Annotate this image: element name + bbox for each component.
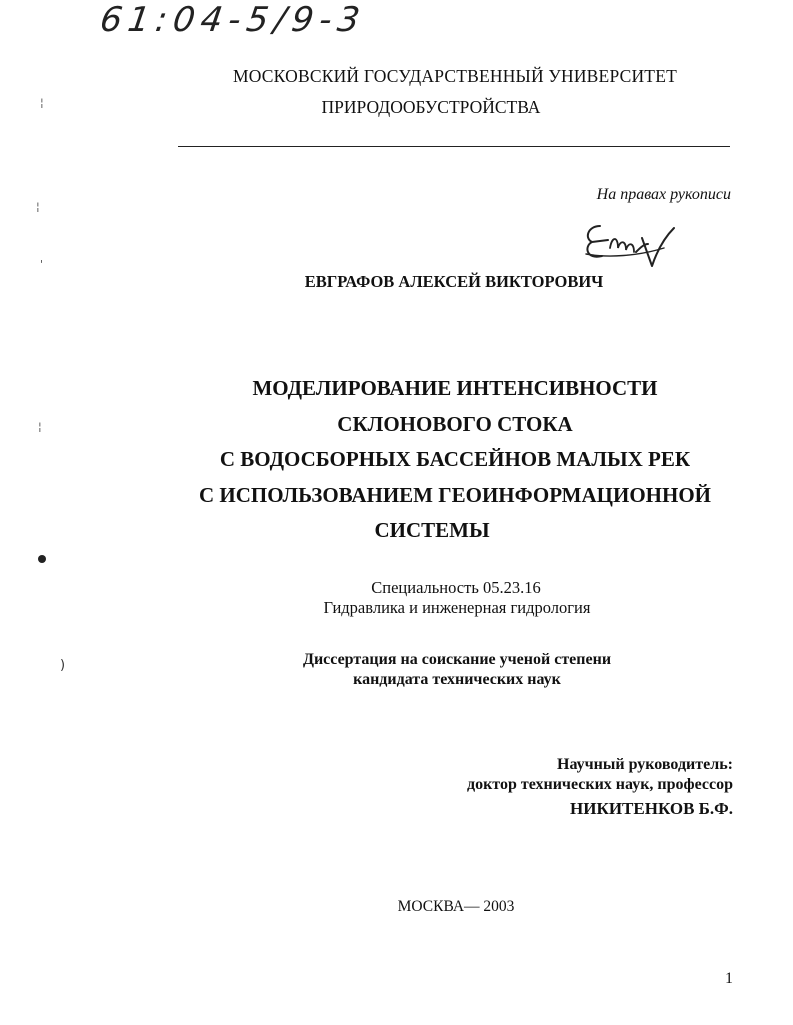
specialty-code: Специальность 05.23.16 bbox=[371, 578, 541, 597]
scan-margin-mark: ' bbox=[40, 258, 44, 271]
supervisor-name: НИКИТЕНКОВ Б.Ф. bbox=[570, 799, 733, 818]
degree-statement-line2: кандидата технических наук bbox=[353, 671, 561, 688]
title-line: МОДЕЛИРОВАНИЕ ИНТЕНСИВНОСТИ bbox=[252, 376, 658, 400]
title-line: С ВОДОСБОРНЫХ БАССЕЙНОВ МАЛЫХ РЕК bbox=[219, 447, 691, 471]
manuscript-note: На правах рукописи bbox=[596, 186, 731, 203]
scan-margin-mark: ) bbox=[60, 658, 66, 673]
supervisor-label: Научный руководитель: bbox=[557, 756, 733, 773]
scan-margin-dot bbox=[38, 555, 46, 563]
title-line: СИСТЕМЫ bbox=[374, 518, 490, 542]
title-line: С ИСПОЛЬЗОВАНИЕМ ГЕОИНФОРМАЦИОННОЙ bbox=[198, 482, 712, 507]
catalog-number-handwritten: 61:04-5/9-3 bbox=[97, 0, 369, 40]
supervisor-degree: доктор технических наук, профессор bbox=[466, 776, 733, 793]
page-number: 1 bbox=[725, 970, 733, 987]
dissertation-title bbox=[0, 371, 793, 549]
university-name-line2: ПРИРОДООБУСТРОЙСТВА bbox=[321, 97, 541, 117]
city-year: МОСКВА— 2003 bbox=[397, 898, 515, 915]
title-line: СКЛОНОВОГО СТОКА bbox=[337, 411, 573, 436]
specialty-name: Гидравлика и инженерная гидрология bbox=[323, 598, 591, 617]
scan-margin-mark: ¦ bbox=[36, 200, 40, 213]
degree-statement-line1: Диссертация на соискание ученой степени bbox=[302, 651, 612, 668]
signature-icon bbox=[578, 208, 678, 270]
scan-margin-mark: ¦ bbox=[40, 96, 44, 109]
author-name: ЕВГРАФОВ АЛЕКСЕЙ ВИКТОРОВИЧ bbox=[304, 272, 604, 291]
header-divider bbox=[178, 146, 730, 147]
university-name-line1: МОСКОВСКИЙ ГОСУДАРСТВЕННЫЙ УНИВЕРСИТЕТ bbox=[233, 66, 677, 86]
scan-margin-mark: ¦ bbox=[38, 420, 42, 433]
